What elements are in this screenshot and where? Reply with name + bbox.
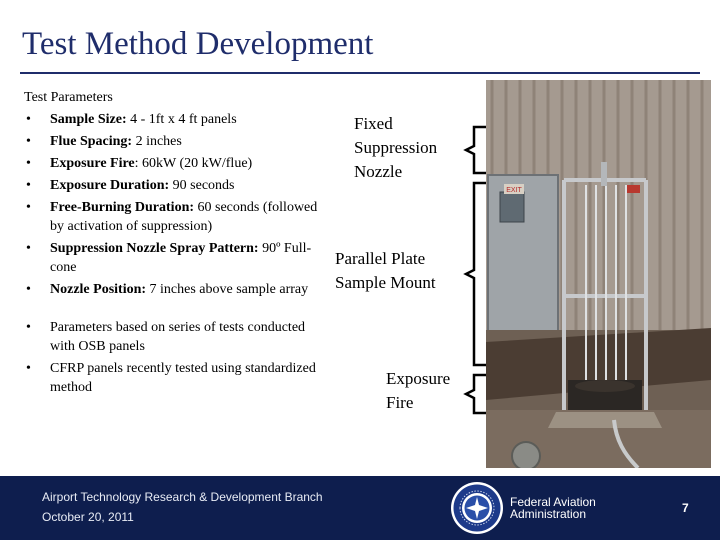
note-text: CFRP panels recently tested using standardized method (50, 361, 316, 395)
slide-title: Test Method Development (22, 26, 374, 62)
parameter-label: Sample Size: (50, 112, 127, 127)
parameter-label: Free-Burning Duration: (50, 200, 195, 215)
agency-name (510, 496, 596, 520)
label-line: Fixed (354, 114, 393, 133)
bullet: • (26, 320, 31, 335)
label-line: Suppression (354, 138, 438, 157)
label-parallel-plate-sample-mount (335, 247, 436, 295)
parameter-value: 2 inches (132, 134, 182, 149)
parameter-item (24, 132, 324, 151)
parameter-value: 7 inches above sample array (146, 282, 309, 297)
test-parameters (24, 88, 324, 400)
apparatus-illustration (486, 80, 711, 468)
parameter-label: Exposure Duration: (50, 178, 170, 193)
note-text: Parameters based on series of tests conducted with OSB panels (50, 320, 306, 354)
label-line: Sample Mount (335, 273, 436, 292)
label-line: Exposure (386, 369, 451, 388)
title-divider (20, 72, 700, 74)
footer-branch: Airport Technology Research & Development Branch (42, 490, 323, 504)
page-number: 7 (682, 501, 689, 515)
footer-date: October 20, 2011 (42, 510, 134, 524)
label-exposure-fire (386, 367, 450, 415)
faa-seal-icon (450, 481, 504, 535)
note-item (24, 318, 324, 356)
bullet: • (26, 112, 31, 127)
bullet: • (26, 134, 31, 149)
label-fixed-suppression-nozzle (354, 112, 437, 184)
bracket-exposure-fire (462, 372, 488, 416)
parameter-value: 60 seconds (followed by activation of suppression) (50, 200, 318, 234)
parameter-item (24, 110, 324, 129)
parameter-item (24, 280, 324, 299)
bullet: • (26, 241, 31, 256)
footer-bar (0, 476, 720, 540)
parameter-value: : 60kW (20 kW/flue) (134, 156, 253, 171)
note-item (24, 359, 324, 397)
bullet: • (26, 361, 31, 376)
label-line: Parallel Plate (335, 249, 426, 268)
parameter-value: 90 seconds (169, 178, 235, 193)
label-line: Nozzle (354, 162, 403, 181)
test-apparatus-photo (486, 80, 711, 468)
bracket-sample-mount (462, 180, 488, 368)
bullet: • (26, 178, 31, 193)
agency-line: Administration (510, 507, 587, 521)
parameter-label: Exposure Fire (50, 156, 135, 171)
parameter-item (24, 198, 324, 236)
parameter-label: Flue Spacing: (50, 134, 133, 149)
parameter-label: Nozzle Position: (50, 282, 147, 297)
parameter-item (24, 176, 324, 195)
label-line: Fire (386, 393, 414, 412)
exit-sign: EXIT (506, 187, 522, 194)
parameter-value: 4 - 1ft x 4 ft panels (126, 112, 237, 127)
bullet: • (26, 156, 31, 171)
parameter-label: Suppression Nozzle Spray Pattern: (50, 241, 259, 256)
bullet: • (26, 282, 31, 297)
parameter-item (24, 154, 324, 173)
parameter-item (24, 239, 324, 277)
parameters-heading: Test Parameters (24, 90, 113, 105)
bullet: • (26, 200, 31, 215)
bracket-nozzle (462, 124, 488, 176)
parameter-value: 90º Full-cone (50, 241, 312, 275)
agency-line: Federal Aviation (510, 495, 596, 509)
